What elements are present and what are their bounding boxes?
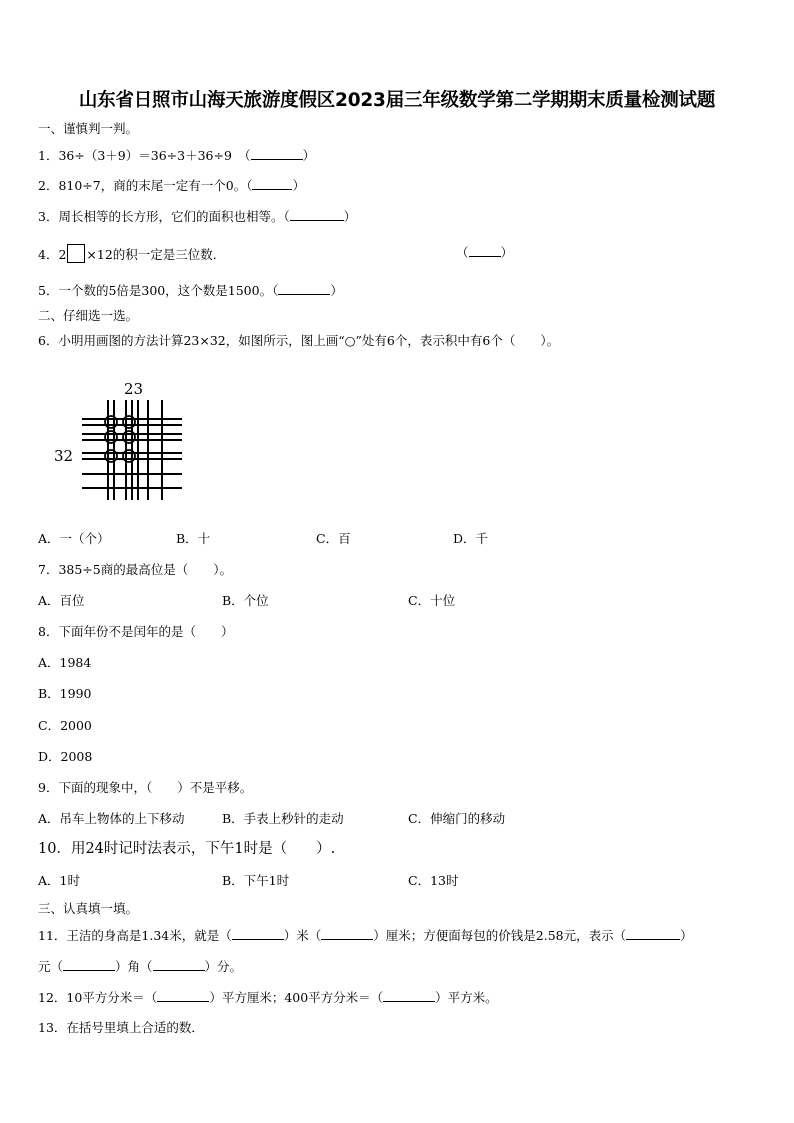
q4-number: 4．	[38, 247, 59, 262]
q12-part-2: ）平方厘米；400平方分米＝（	[209, 990, 384, 1005]
question-4	[38, 244, 225, 263]
q3-text: 周长相等的长方形，它们的面积也相等。（	[58, 209, 290, 224]
q2-answer-blank[interactable]	[252, 177, 292, 190]
q6-number: 6．	[38, 333, 59, 348]
q8-option-b[interactable]: B．1990	[38, 686, 92, 701]
q12-blank-1[interactable]	[157, 989, 209, 1002]
question-8	[38, 624, 233, 640]
q9-option-a[interactable]: A．吊车上物体的上下移动	[38, 811, 185, 826]
q4-close: ）	[500, 245, 514, 260]
q7-option-c[interactable]: C．十位	[408, 593, 456, 608]
q10-option-c[interactable]: C．13时	[408, 873, 459, 888]
q9-option-b[interactable]: B．手表上秒针的走动	[222, 811, 344, 826]
question-7	[38, 562, 232, 578]
q6-option-c[interactable]: C．百	[316, 531, 351, 546]
q13-text: 在括号里填上合适的数．	[66, 1020, 204, 1035]
q11-blank-1[interactable]	[232, 927, 284, 940]
fig-label-32: 32	[54, 447, 74, 465]
q2-close: ）	[292, 178, 305, 193]
q11-part-7: ）分。	[204, 959, 243, 974]
q9-option-c[interactable]: C．伸缩门的移动	[408, 811, 506, 826]
q1-number: 1．	[38, 148, 59, 163]
q10-option-a[interactable]: A．1时	[38, 873, 80, 888]
q12-number: 12．	[38, 990, 67, 1005]
question-13	[38, 1020, 204, 1036]
q11-number: 11．	[38, 928, 67, 943]
question-1	[38, 147, 315, 164]
multiplication-grid-figure	[52, 378, 182, 506]
q3-answer-blank[interactable]	[290, 208, 344, 221]
q4-open: （	[456, 245, 469, 260]
q11-blank-4[interactable]	[63, 958, 115, 971]
q10-text: 用24时记时法表示，下午1时是（ ）.	[70, 841, 336, 857]
q5-text: 一个数的5倍是300，这个数是1500。（	[58, 283, 279, 298]
q7-number: 7．	[38, 562, 59, 577]
question-3	[38, 208, 356, 225]
q1-close: ）	[302, 148, 316, 163]
q11-part-4: ）	[680, 928, 693, 943]
question-5	[38, 282, 343, 299]
q3-number: 3．	[38, 209, 59, 224]
q5-number: 5．	[38, 283, 59, 298]
question-6	[38, 333, 559, 349]
q13-number: 13．	[38, 1020, 67, 1035]
q8-option-a[interactable]: A．1984	[38, 655, 92, 670]
q1-text: 36÷（3＋9）＝36÷3＋36÷9 （	[58, 148, 251, 163]
q1-answer-blank[interactable]	[251, 147, 303, 160]
q6-option-d[interactable]: D．千	[453, 531, 489, 546]
q3-close: ）	[343, 209, 357, 224]
q11-part-1: 王洁的身高是1.34米，就是（	[66, 928, 232, 943]
question-11-line-1	[38, 927, 693, 944]
q7-option-b[interactable]: B．个位	[222, 593, 269, 608]
q4-digit-box[interactable]	[67, 244, 85, 263]
q12-part-1: 10平方分米＝（	[66, 990, 158, 1005]
q6-option-a[interactable]: A．一（个）	[38, 531, 110, 546]
page-title: 山东省日照市山海天旅游度假区2023届三年级数学第二学期期末质量检测试题	[78, 90, 716, 111]
q12-part-3: ）平方米。	[435, 990, 498, 1005]
section-3-heading: 三、认真填一填。	[38, 901, 139, 916]
q11-part-3: ）厘米；方便面每包的价钱是2.58元，表示（	[373, 928, 627, 943]
q9-number: 9．	[38, 780, 59, 795]
q9-text: 下面的现象中，（ ）不是平移。	[58, 780, 253, 795]
q5-close: ）	[330, 283, 343, 298]
q10-option-b[interactable]: B．下午1时	[222, 873, 290, 888]
q8-option-d[interactable]: D．2008	[38, 749, 93, 764]
q6-option-b[interactable]: B．十	[176, 531, 211, 546]
q4-pre: 2	[58, 247, 67, 262]
q12-blank-2[interactable]	[383, 989, 435, 1002]
section-2-heading: 二、仔细选一选。	[38, 308, 139, 323]
q2-text: 810÷7，商的末尾一定有一个0。（	[58, 178, 253, 193]
question-12	[38, 989, 498, 1006]
q8-text: 下面年份不是闰年的是（ ）	[58, 624, 234, 639]
section-1-heading: 一、谨慎判一判。	[38, 121, 139, 136]
q11-blank-5[interactable]	[153, 958, 205, 971]
q2-number: 2．	[38, 178, 59, 193]
q11-part-5: 元（	[38, 959, 64, 974]
q10-number: 10．	[38, 841, 71, 857]
q8-number: 8．	[38, 624, 59, 639]
q5-answer-blank[interactable]	[278, 282, 330, 295]
fig-label-23: 23	[124, 380, 144, 398]
q7-text: 385÷5商的最高位是（ ）。	[58, 562, 232, 577]
question-11-line-2	[38, 958, 242, 975]
q4-answer	[456, 244, 513, 261]
q11-blank-3[interactable]	[626, 927, 680, 940]
q7-option-a[interactable]: A．百位	[38, 593, 85, 608]
q11-part-2: ）米（	[283, 928, 322, 943]
question-9	[38, 780, 252, 796]
question-10	[38, 841, 335, 857]
q4-answer-blank[interactable]	[469, 244, 501, 257]
question-2	[38, 177, 305, 194]
q11-blank-2[interactable]	[321, 927, 373, 940]
q11-part-6: ）角（	[115, 959, 153, 974]
q6-text: 小明用画图的方法计算23×32，如图所示，图上画“○”处有6个，表示积中有6个（ ）。	[58, 333, 560, 348]
q8-option-c[interactable]: C．2000	[38, 718, 92, 733]
q4-text: ×12的积一定是三位数．	[86, 247, 226, 262]
